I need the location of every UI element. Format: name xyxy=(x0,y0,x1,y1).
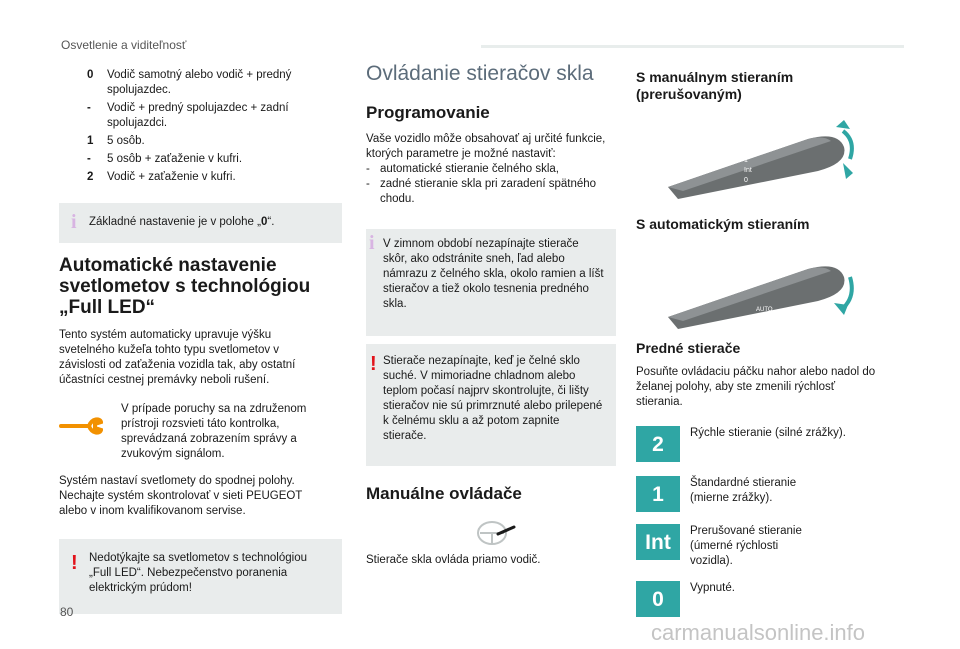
position-badge: 2 xyxy=(636,426,680,462)
list-text: zadné stieranie skla pri zaradení spätného chodu. xyxy=(380,178,597,205)
list-text: Vodič + zaťaženie v kufri. xyxy=(107,171,236,183)
header-rule xyxy=(481,45,904,48)
lever-label: 0 xyxy=(744,177,748,184)
list-item xyxy=(87,152,342,167)
list-text: automatické stieranie čelného skla, xyxy=(380,163,559,175)
page-number: 80 xyxy=(60,605,74,619)
warning-box-dry xyxy=(366,344,616,466)
info-text: V zimnom období nezapínajte stierače skôr, ako odstránite sneh, ľad alebo námrazu z čelného skla, okolo ramien a líšt stieračov a tiež okolo tesnenia predného skla. xyxy=(383,238,604,310)
list-item: - automatické stieranie čelného skla, xyxy=(366,163,559,175)
lever-illustration-manual xyxy=(638,117,858,202)
passenger-list xyxy=(87,68,342,185)
column-right xyxy=(636,68,886,629)
position-list xyxy=(636,426,886,617)
column-middle xyxy=(366,62,616,568)
info-text-bold: 0 xyxy=(260,216,268,228)
info-icon: i xyxy=(369,232,375,254)
fault-text: V prípade poruchy sa na združenom prístroji rozsvieti táto kontrolka, sprevádzaná zobrazením správy a zvukovým signálom. xyxy=(121,403,307,460)
position-text: Štandardné stieranie (mierne zrážky). xyxy=(690,477,797,504)
lever-label: 2 xyxy=(744,147,748,154)
warning-icon: ! xyxy=(370,353,377,375)
list-key: - xyxy=(87,153,91,165)
list-key: 2 xyxy=(87,171,94,183)
programming-text: Vaše vozidlo môže obsahovať aj určité funkcie, ktorých parametre je možné nastaviť: xyxy=(366,133,606,160)
watermark: carmanualsonline.info xyxy=(651,620,866,645)
auto-headlight-text: Tento systém automaticky upravuje výšku svetelného kužeľa tohto typu svetlometov v závislosti od zaťaženia vozidla tak, aby ostatní účastníci cestnej premávky neboli rušení. xyxy=(59,329,296,386)
wrench-icon xyxy=(59,402,121,462)
position-text: Rýchle stieranie (silné zrážky). xyxy=(690,427,846,439)
list-key: 0 xyxy=(87,69,94,81)
warning-icon: ! xyxy=(71,552,78,574)
auto-headlight-title: Automatické nastavenie svetlometov s technológiou „Full LED“ xyxy=(59,255,311,318)
info-text: Základné nastavenie je v polohe „ xyxy=(89,216,261,228)
warning-box-led xyxy=(59,539,342,614)
list-item xyxy=(87,101,342,131)
list-key: - xyxy=(87,102,91,114)
warning-text: Nedotýkajte sa svetlometov s technológiou „Full LED“. Nebezpečenstvo poranenia elektrickým prúdom! xyxy=(89,552,307,594)
list-text: 5 osôb + zaťaženie v kufri. xyxy=(107,153,243,165)
list-text: Vodič samotný alebo vodič + predný spolujazdec. xyxy=(107,69,292,96)
lever-label: AUTO xyxy=(756,307,773,313)
list-item xyxy=(87,68,342,98)
programming-title: Programovanie xyxy=(366,103,490,122)
position-text: Prerušované stieranie (úmerné rýchlosti vozidla). xyxy=(690,525,802,567)
section-title: Ovládanie stieračov skla xyxy=(366,62,594,85)
manual-wipe-title: S manuálnym stieraním (prerušovaným) xyxy=(636,69,794,102)
position-text: Vypnuté. xyxy=(690,582,735,594)
list-item xyxy=(87,134,342,149)
reset-text: Systém nastaví svetlomety do spodnej polohy. Nechajte systém skontrolovať v sieti PEUGEOT alebo v inom kvalifikovanom servise. xyxy=(59,475,303,517)
list-text: 5 osôb. xyxy=(107,135,145,147)
fault-block xyxy=(59,402,342,462)
position-item xyxy=(636,476,886,512)
info-icon: i xyxy=(71,211,77,233)
position-item xyxy=(636,426,886,462)
position-badge: Int xyxy=(636,524,680,560)
list-text: Vodič + predný spolujazdec + zadní spolujazdci. xyxy=(107,102,289,129)
position-badge: 0 xyxy=(636,581,680,617)
list-item xyxy=(87,170,342,185)
position-item xyxy=(636,581,886,617)
steering-wheel-icon xyxy=(474,517,514,547)
lever-label: Int xyxy=(744,167,752,174)
info-box-winter xyxy=(366,229,616,336)
warning-text: Stierače nezapínajte, keď je čelné sklo suché. V mimoriadne chladnom alebo teplom počasí najprv skontrolujte, či lišty stieračov nie sú primrznuté alebo prilepené k čelnému sklu a až potom zapnite stierače. xyxy=(383,355,603,442)
info-text-end: “. xyxy=(267,216,275,228)
lever-label: 1 xyxy=(744,157,748,164)
list-key: 1 xyxy=(87,135,94,147)
position-badge: 1 xyxy=(636,476,680,512)
list-item: - zadné stieranie skla pri zaradení spätného chodu. xyxy=(366,177,616,207)
position-item xyxy=(636,524,886,569)
manual-title: Manuálne ovládače xyxy=(366,484,522,503)
info-box-default xyxy=(59,203,342,243)
manual-text: Stierače skla ovláda priamo vodič. xyxy=(366,554,541,566)
front-wipers-title: Predné stierače xyxy=(636,340,741,356)
front-wipers-text: Posuňte ovládaciu páčku nahor alebo nadol do želanej polohy, aby ste zmenili rýchlosť stierania. xyxy=(636,366,876,408)
auto-wipe-title: S automatickým stieraním xyxy=(636,216,810,232)
lever-illustration-auto xyxy=(638,247,858,332)
header-title: Osvetlenie a viditeľnosť xyxy=(61,38,187,52)
